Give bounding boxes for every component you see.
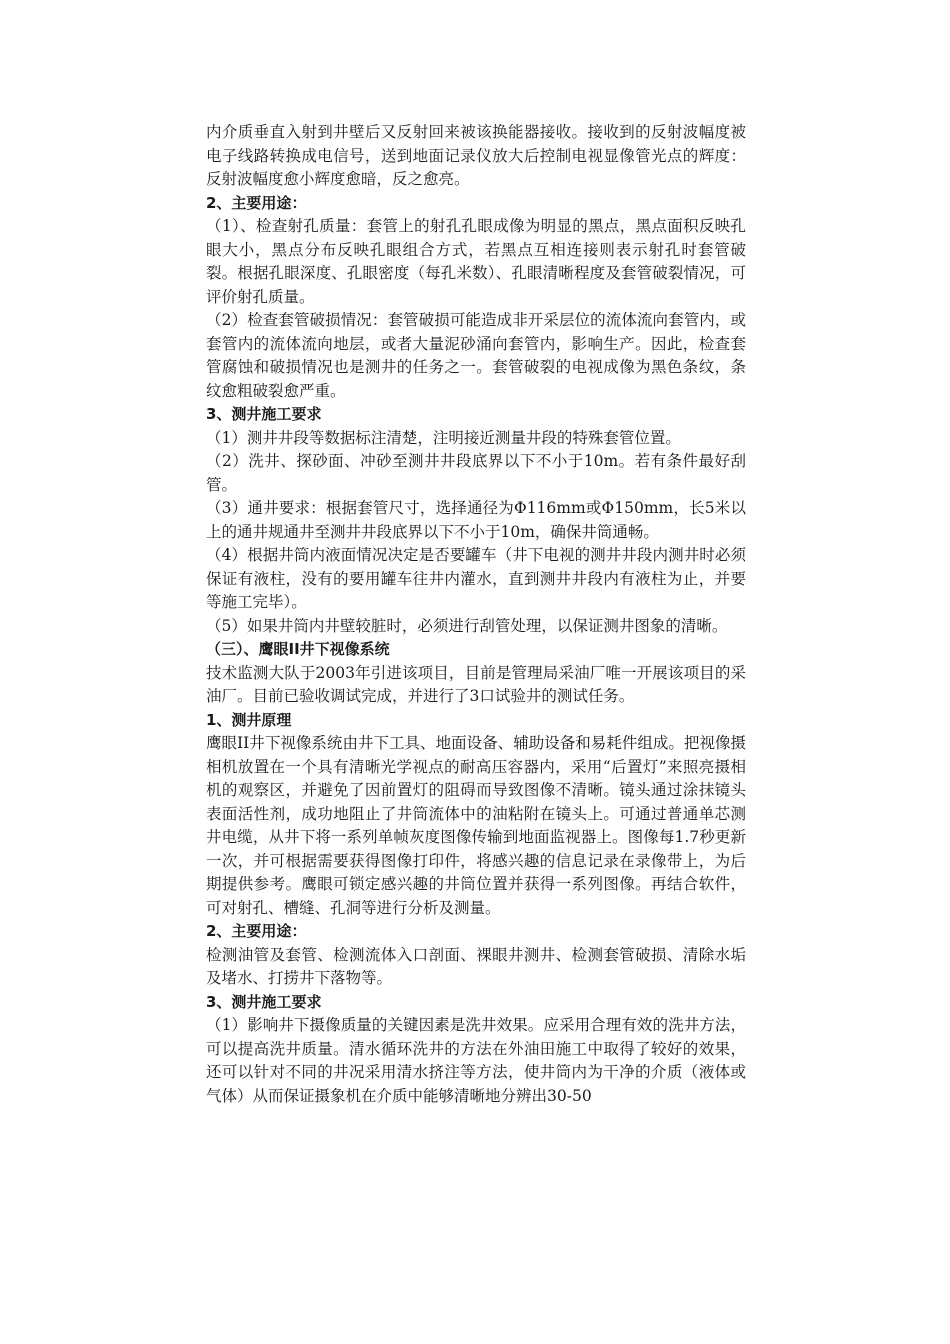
heading-main-uses: 2、主要用途： (206, 193, 307, 212)
paragraph-logging-principle: 鹰眼II井下视像系统由井下工具、地面设备、辅助设备和易耗件组成。把视像摄相机放置在一个具有清晰光学视点的耐高压容器内，采用“后置灯”来照亮摄相机的观察区，并避免了因前置灯的阻碍而导致图像不清晰。镜头通过涂抹镜头表面活性剂，成功地阻止了井筒流体中的油粘附在镜头上。可通过普通单芯测井电缆，从井下将一系列单帧灰度图像传输到地面监视器上。图像每1.7秒更新一次，并可根据需要获得图像打印件，将感兴趣的信息记录在录像带上，为后期提供参考。鹰眼可锁定感兴趣的井筒位置并获得一系列图像。再结合软件，可对射孔、槽缝、孔洞等进行分析及测量。 (206, 734, 746, 917)
heading-eagle-eye-system: （三）、鹰眼II井下视像系统 (206, 640, 390, 658)
paragraph-eagle-eye-intro: 技术监测大队于2003年引进该项目，目前是管理局采油厂唯一开展该项目的采油厂。目前已验收调试完成，并进行了3口试验井的测试任务。 (206, 663, 746, 705)
paragraph-main-uses-2: 检测油管及套管、检测流体入口剖面、裸眼井测井、检测套管破损、清除水垢及堵水、打捞井下落物等。 (206, 945, 746, 987)
paragraph-requirement-5: （5）如果井筒内井壁较脏时，必须进行刮管处理，以保证测井图象的清晰。 (206, 616, 728, 635)
paragraph-requirement-2: （2）洗井、探砂面、冲砂至测井井段底界以下不小于10m。若有条件最好刮管。 (206, 452, 746, 494)
paragraph-casing-damage-check: （2）检查套管破损情况：套管破损可能造成非开采层位的流体流向套管内，或套管内的流体流向地层，或者大量泥砂涌向套管内，影响生产。因此，检查套管腐蚀和破损情况也是测井的任务之一。套管破裂的电视成像为黑色条纹，条纹愈粗破裂愈严重。 (206, 311, 746, 400)
paragraph-intro: 内介质垂直入射到井壁后又反射回来被该换能器接收。接收到的反射波幅度被电子线路转换成电信号，送到地面记录仪放大后控制电视显像管光点的辉度：反射波幅度愈小辉度愈暗，反之愈亮。 (206, 123, 746, 188)
document-page (206, 121, 746, 1108)
heading-construction-requirements: 3、测井施工要求 (206, 405, 322, 423)
paragraph-perforation-check: （1）、检查射孔质量：套管上的射孔孔眼成像为明显的黑点，黑点面积反映孔眼大小，黑点分布反映孔眼组合方式，若黑点互相连接则表示射孔时套管破裂。根据孔眼深度、孔眼密度（每孔米数）、孔眼清晰程度及套管破裂情况，可评价射孔质量。 (206, 217, 746, 306)
heading-construction-requirements-2: 3、测井施工要求 (206, 992, 322, 1011)
paragraph-requirement-4: （4）根据井筒内液面情况决定是否要罐车（井下电视的测井井段内测井时必须保证有液柱，没有的要用罐车往井内灌水，直到测井井段内有液柱为止，并要等施工完毕）。 (206, 546, 746, 611)
paragraph-requirement-3: （3）通井要求：根据套管尺寸，选择通径为Φ116mm或Φ150mm，长5米以上的通井规通井至测井井段底界以下不小于10m，确保井筒通畅。 (206, 499, 746, 541)
heading-logging-principle: 1、测井原理 (206, 710, 292, 729)
heading-main-uses-2: 2、主要用途： (206, 922, 307, 940)
paragraph-requirement-1: （1）测井井段等数据标注清楚，注明接近测量井段的特殊套管位置。 (206, 428, 681, 447)
paragraph-well-washing: （1）影响井下摄像质量的关键因素是洗井效果。应采用合理有效的洗井方法，可以提高洗井质量。清水循环洗井的方法在外油田施工中取得了较好的效果，还可以针对不同的井况采用清水挤注等方法，使井筒内为干净的介质（液体或气体）从而保证摄象机在介质中能够清晰地分辨出30-50 (206, 1016, 746, 1105)
